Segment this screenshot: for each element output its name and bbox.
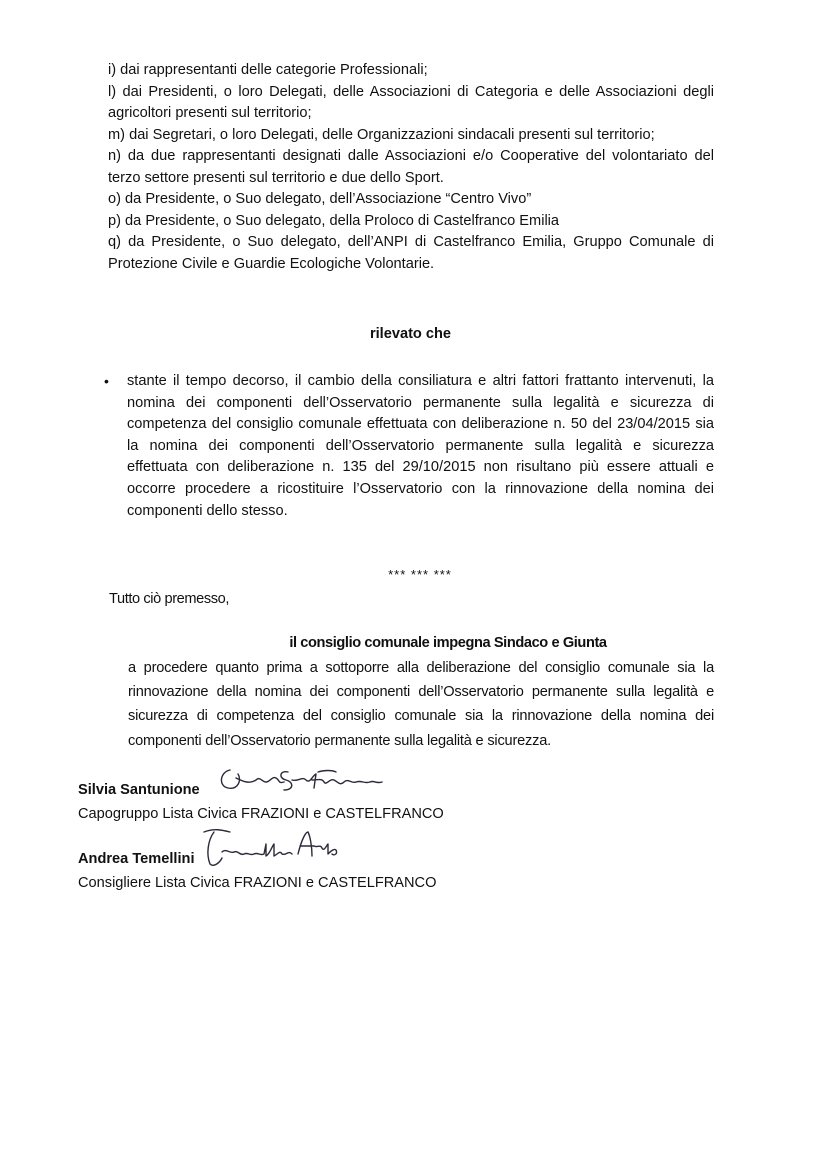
list-item-p: p) da Presidente, o Suo delegato, della Proloco di Castelfranco Emilia <box>108 212 560 229</box>
bullet-text: stante il tempo decorso, il cambio della consiliatura e altri fattori frattanto intervenuti, la nomina dei componenti dell’Osservatorio permanente sulla legalità e sicurezza di competenza del consiglio comunale effettuata con deliberazione n. 50 del 23/04/2015 sia la nomina dei componenti dell’Osservatorio permanente sulla legalità e sicurezza effettuata con deliberazione n. 135 del 29/10/2015 non risultano più essere attuali e occorre procedere a ricostituire l’Osservatorio con la rinnovazione della nomina dei componenti dello stesso. <box>127 373 714 519</box>
list-item-n: n) da due rappresentanti designati dalle Associazioni e/o Cooperative del volontariato del terzo settore presenti sul territorio e due dello Sport. <box>108 148 714 186</box>
list-item-i: i) dai rappresentanti delle categorie Professionali; <box>108 62 428 78</box>
list-item-q: q) da Presidente, o Suo delegato, dell’ANPI di Castelfranco Emilia, Gruppo Comunale di Protezione Civile e Guardie Ecologiche Volontarie. <box>108 234 714 272</box>
signature-temellini <box>200 826 340 872</box>
list-item-o: o) da Presidente, o Suo delegato, dell’Associazione “Centro Vivo” <box>108 191 532 207</box>
commitment-heading: il consiglio comunale impegna Sindaco e Giunta <box>289 635 607 651</box>
signatory-role-2: Consigliere Lista Civica FRAZIONI e CASTELFRANCO <box>78 875 437 891</box>
signature-santunione <box>216 762 388 796</box>
signatory-name-2: Andrea Temellini <box>78 851 195 867</box>
signatory-role-1: Capogruppo Lista Civica FRAZIONI e CASTELFRANCO <box>78 806 444 822</box>
signatory-name-1: Silvia Santunione <box>78 782 200 798</box>
commitment-text: a procedere quanto prima a sottoporre alla deliberazione del consiglio comunale sia la rinnovazione della nomina dei componenti dell’Osservatorio permanente sulla legalità e sicurezza di competenza del consiglio comunale sia la rinnovazione della nomina dei componenti dell’Osservatorio permanente sulla legalità e sicurezza. <box>128 660 714 749</box>
list-item-m: m) dai Segretari, o loro Delegati, delle Organizzazioni sindacali presenti sul territorio; <box>108 126 655 143</box>
bullet-item <box>104 371 714 522</box>
premise-text: Tutto ciò premesso, <box>109 591 230 607</box>
section-separator: *** *** *** <box>388 567 452 582</box>
composition-list <box>108 60 714 275</box>
bullet-icon: • <box>104 373 109 389</box>
rilevato-heading: rilevato che <box>369 326 452 342</box>
list-item-l: l) dai Presidenti, o loro Delegati, delle Associazioni di Categoria e delle Associazioni degli agricoltori presenti sul territorio; <box>108 83 714 121</box>
